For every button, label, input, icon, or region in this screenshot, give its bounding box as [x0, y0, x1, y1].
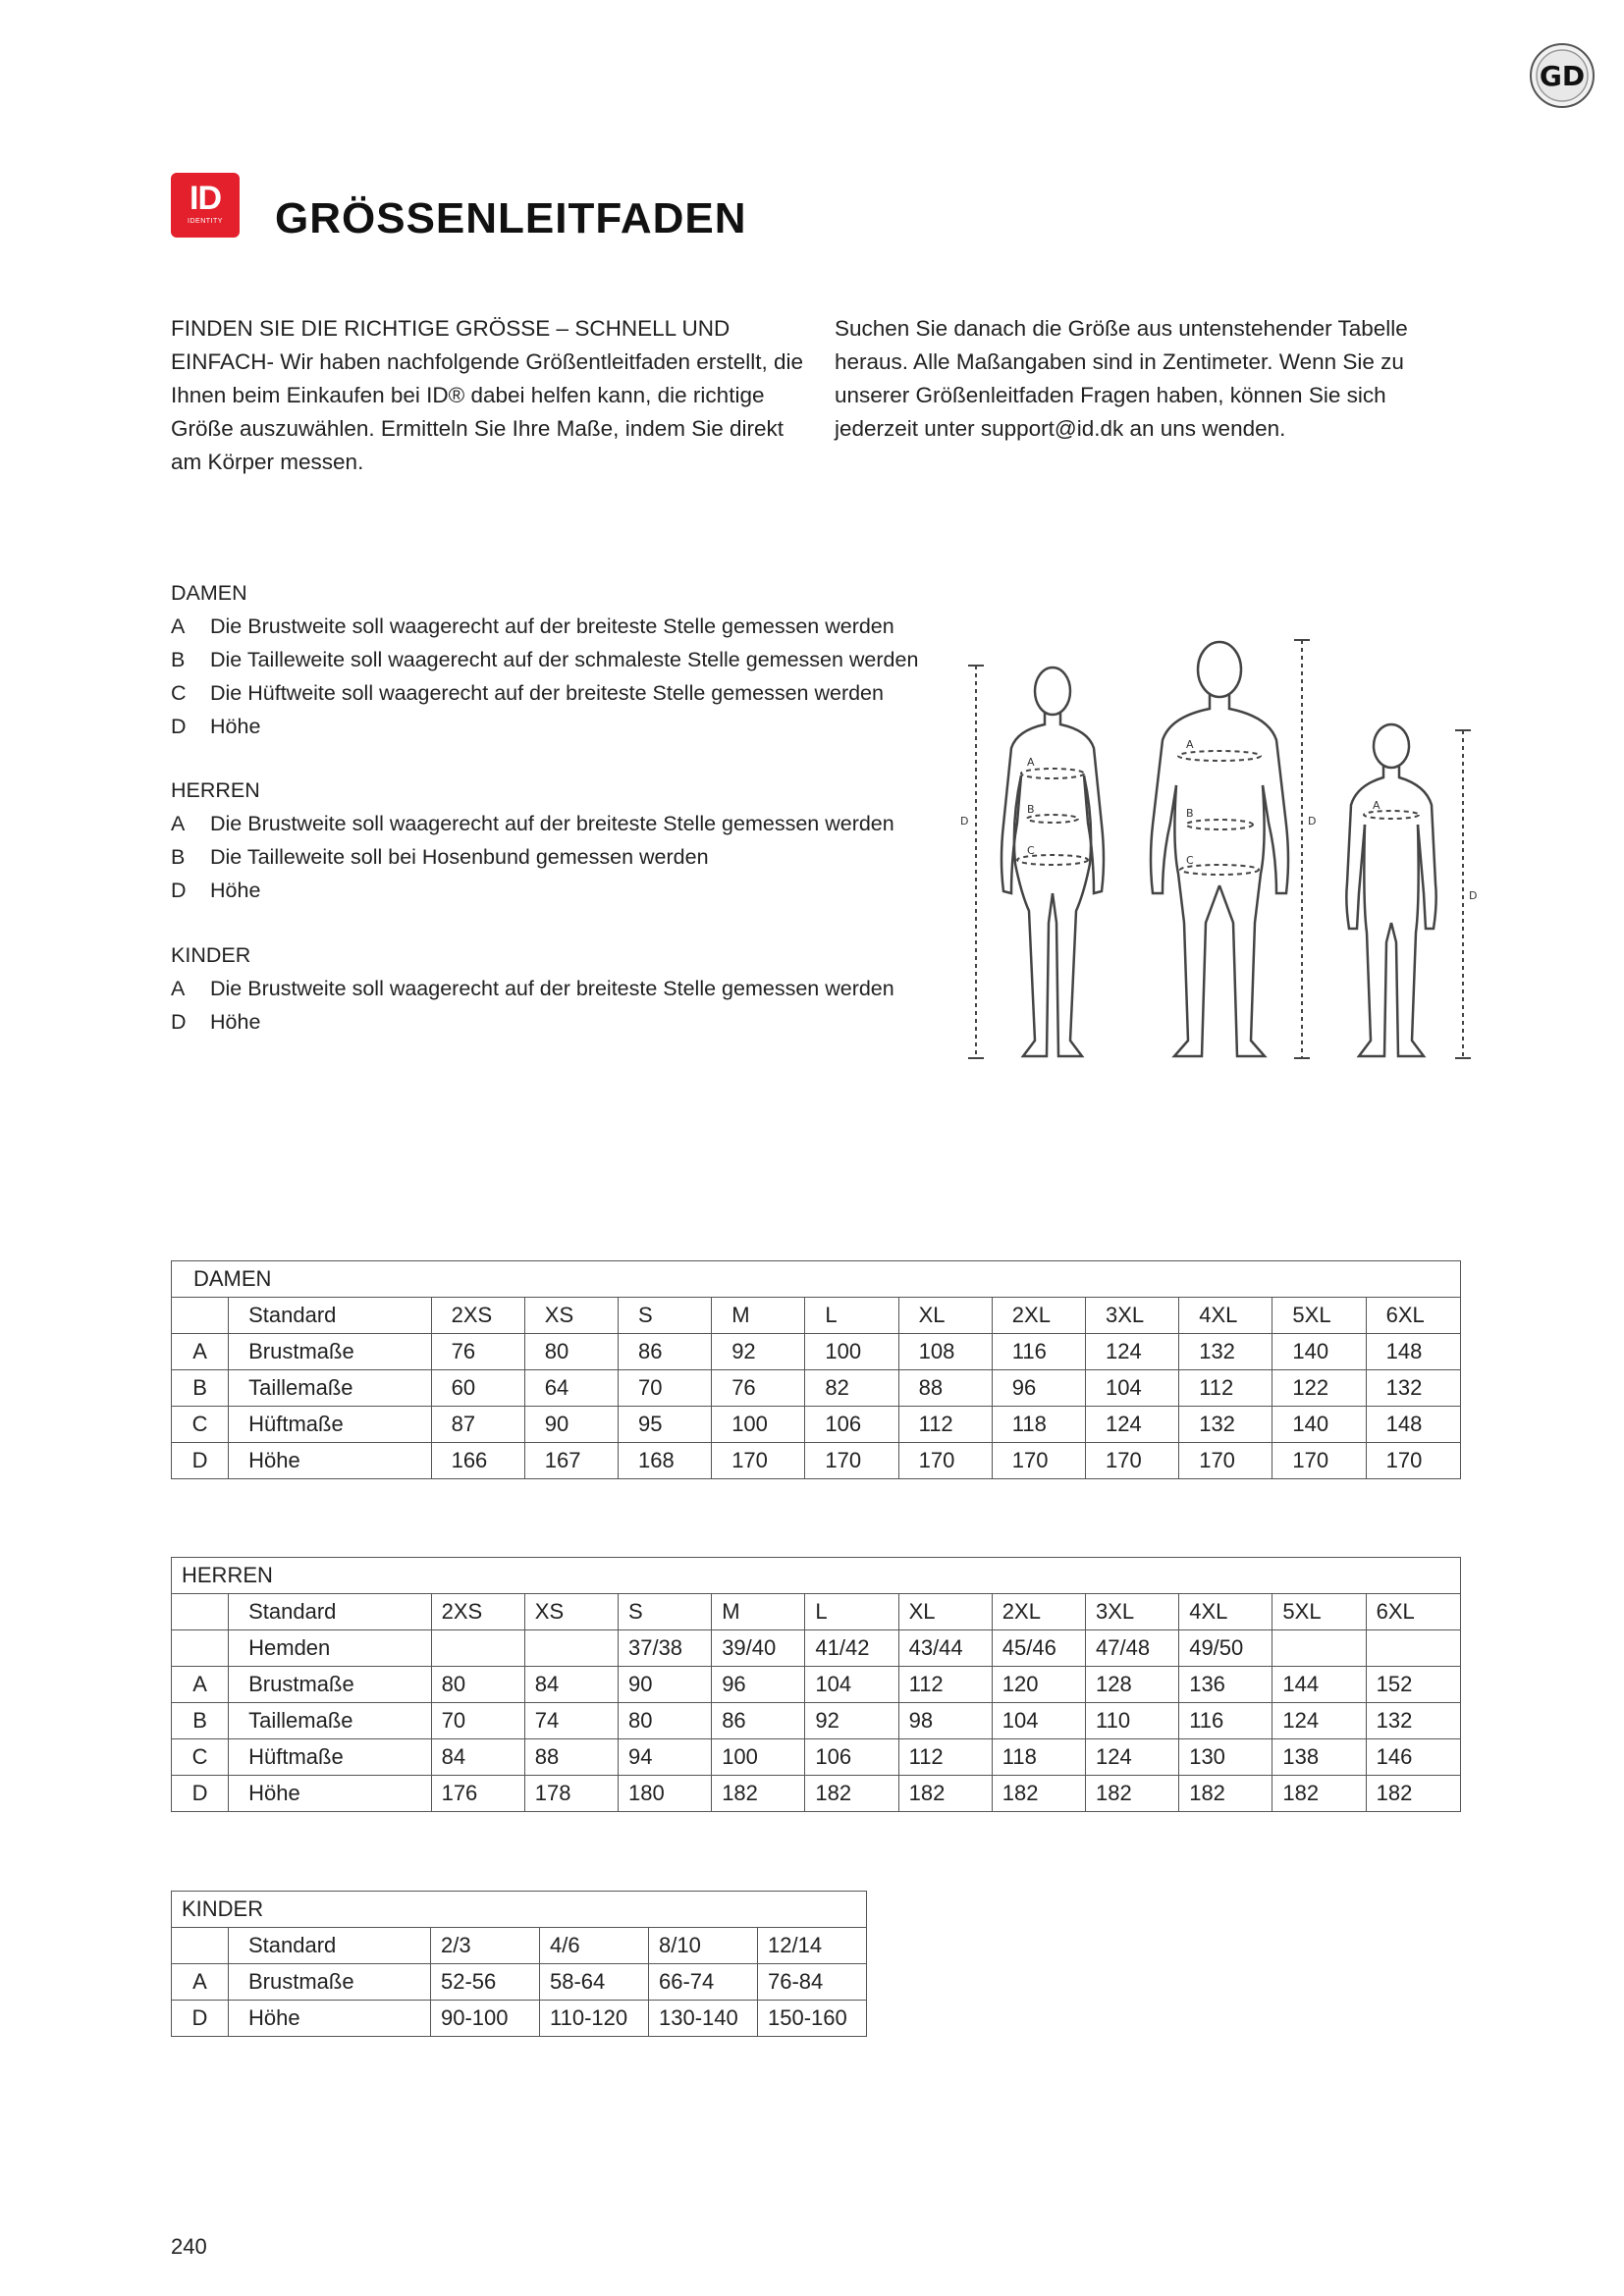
table-cell: 112 [1179, 1370, 1272, 1407]
table-header-row [172, 1594, 1461, 1630]
table-cell: Hüftmaße [229, 1407, 431, 1443]
table-cell: L [805, 1594, 898, 1630]
table-cell: 110 [1086, 1703, 1179, 1739]
table-cell: 167 [524, 1443, 618, 1479]
label-a-man: A [1186, 738, 1194, 751]
label-c-man: C [1186, 854, 1194, 867]
table-cell [172, 1928, 229, 1964]
table-cell: 3XL [1086, 1298, 1179, 1334]
table-cell: B [172, 1703, 229, 1739]
table-cell: 116 [992, 1334, 1085, 1370]
table-cell: 148 [1366, 1334, 1460, 1370]
table-cell: 100 [712, 1739, 805, 1776]
table-cell: 170 [1366, 1443, 1460, 1479]
table-cell: 96 [992, 1370, 1085, 1407]
table-cell: 3XL [1086, 1594, 1179, 1630]
item-letter: C [171, 681, 187, 705]
table-row [172, 1630, 1461, 1667]
table-cell: 182 [898, 1776, 992, 1812]
size-table-kinder [171, 1891, 867, 2037]
section-item [171, 807, 894, 840]
table-cell: 43/44 [898, 1630, 992, 1667]
page-title: GRÖSSENLEITFADEN [275, 194, 747, 242]
table-cell: 176 [431, 1776, 524, 1812]
table-cell: 124 [1086, 1407, 1179, 1443]
brand-logo-subtext: IDENTITY [188, 218, 223, 225]
table-cell: 132 [1179, 1334, 1272, 1370]
table-cell: Höhe [229, 1776, 431, 1812]
table-cell: 130-140 [649, 2001, 758, 2037]
brand-logo-text: ID [189, 180, 221, 217]
table-cell: 182 [805, 1776, 898, 1812]
table-cell [431, 1630, 524, 1667]
table-cell: D [172, 2001, 229, 2037]
corner-logo-icon [1528, 41, 1597, 110]
table-cell: 5XL [1272, 1594, 1366, 1630]
item-text: Höhe [210, 1010, 261, 1034]
table-cell: 182 [1179, 1776, 1272, 1812]
table-row [172, 1739, 1461, 1776]
table-cell: 122 [1272, 1370, 1366, 1407]
brand-logo [171, 173, 240, 238]
table-cell: Standard [229, 1298, 431, 1334]
table-cell: 88 [898, 1370, 992, 1407]
table-cell: M [712, 1594, 805, 1630]
table-cell: XS [524, 1594, 618, 1630]
table-cell: 4XL [1179, 1298, 1272, 1334]
table-cell: Brustmaße [229, 1667, 431, 1703]
table-cell: 66-74 [649, 1964, 758, 2001]
table-cell [1272, 1630, 1366, 1667]
table-title: KINDER [172, 1892, 867, 1928]
section-title: DAMEN [171, 581, 247, 605]
intro-right-paragraph: Suchen Sie danach die Größe aus untenstehender Tabelle heraus. Alle Maßangaben sind in Zentimeter. Wenn Sie zu unserer Größenleitfaden Fragen haben, können Sie sich jederzeit unter support@id.dk an uns wenden. [835, 316, 1408, 441]
table-cell: 106 [805, 1739, 898, 1776]
table-cell: 76 [712, 1370, 805, 1407]
table-cell [172, 1594, 229, 1630]
table-cell: 124 [1086, 1334, 1179, 1370]
table-cell: 110-120 [540, 2001, 649, 2037]
table-cell: 140 [1272, 1334, 1366, 1370]
item-text: Die Brustweite soll waagerecht auf der breiteste Stelle gemessen werden [210, 614, 894, 638]
table-cell: 170 [1272, 1443, 1366, 1479]
item-letter: B [171, 845, 186, 869]
table-cell: A [172, 1964, 229, 2001]
table-cell: 106 [805, 1407, 898, 1443]
table-cell: Höhe [229, 1443, 431, 1479]
table-cell: 170 [1086, 1443, 1179, 1479]
table-cell: 2XS [431, 1594, 524, 1630]
table-cell: D [172, 1443, 229, 1479]
table-cell: 150-160 [758, 2001, 867, 2037]
table-header-row [172, 1298, 1461, 1334]
table-cell: 140 [1272, 1407, 1366, 1443]
table-cell: 170 [805, 1443, 898, 1479]
table-row [172, 1964, 867, 2001]
table-cell: 132 [1366, 1703, 1460, 1739]
table-cell: 136 [1179, 1667, 1272, 1703]
item-letter: B [171, 648, 186, 671]
table-cell: 6XL [1366, 1298, 1460, 1334]
table-cell: 108 [898, 1334, 992, 1370]
table-cell: 12/14 [758, 1928, 867, 1964]
table-cell: 74 [524, 1703, 618, 1739]
label-d-woman: D [960, 815, 969, 828]
table-cell: 152 [1366, 1667, 1460, 1703]
table-cell: 120 [992, 1667, 1085, 1703]
table-row [172, 1667, 1461, 1703]
item-letter: A [171, 812, 186, 835]
table-cell: 58-64 [540, 1964, 649, 2001]
section-title: HERREN [171, 778, 260, 802]
table-cell: 2XL [992, 1298, 1085, 1334]
table-cell: 92 [805, 1703, 898, 1739]
table-cell: 170 [898, 1443, 992, 1479]
body-measurement-illustration [952, 628, 1483, 1070]
table-cell: 112 [898, 1407, 992, 1443]
table-cell: M [712, 1298, 805, 1334]
child-measure-lines [1364, 811, 1419, 819]
table-cell: 64 [524, 1370, 618, 1407]
item-letter: A [171, 614, 186, 638]
table-cell: 170 [992, 1443, 1085, 1479]
table-cell: 132 [1179, 1407, 1272, 1443]
table-cell: 138 [1272, 1739, 1366, 1776]
table-cell: C [172, 1739, 229, 1776]
table-cell: 76-84 [758, 1964, 867, 2001]
table-row [172, 1443, 1461, 1479]
table-cell: S [618, 1594, 711, 1630]
item-text: Höhe [210, 879, 261, 902]
table-cell: 86 [618, 1334, 711, 1370]
item-text: Die Hüftweite soll waagerecht auf der breiteste Stelle gemessen werden [210, 681, 884, 705]
table-cell: 70 [618, 1370, 711, 1407]
table-row [172, 2001, 867, 2037]
section-item [171, 972, 894, 1005]
table-cell: 70 [431, 1703, 524, 1739]
table-cell: 182 [992, 1776, 1085, 1812]
table-cell: L [805, 1298, 898, 1334]
table-cell [172, 1298, 229, 1334]
item-letter: D [171, 879, 187, 902]
table-cell: 148 [1366, 1407, 1460, 1443]
table-cell: 84 [524, 1667, 618, 1703]
table-cell: 124 [1086, 1739, 1179, 1776]
table-cell: 86 [712, 1703, 805, 1739]
table-cell: Standard [229, 1928, 431, 1964]
section-item [171, 676, 918, 710]
size-table-herren [171, 1557, 1461, 1812]
table-cell: 132 [1366, 1370, 1460, 1407]
table-cell: 8/10 [649, 1928, 758, 1964]
label-d-man: D [1308, 815, 1317, 828]
section-kinder [171, 938, 894, 1039]
table-cell: 2XL [992, 1594, 1085, 1630]
section-item [171, 610, 918, 643]
intro-left-paragraph: FINDEN SIE DIE RICHTIGE GRÖSSE – SCHNELL UND EINFACH- Wir haben nachfolgende Größentleitfaden erstellt, die Ihnen beim Einkaufen bei ID® dabei helfen kann, die richtige Größe auszuwählen. Ermitteln Sie Ihre Maße, indem Sie direkt am Körper messen. [171, 316, 804, 474]
table-row [172, 1370, 1461, 1407]
table-cell: 104 [805, 1667, 898, 1703]
section-item [171, 710, 918, 743]
table-cell: 100 [805, 1334, 898, 1370]
table-cell: 90-100 [431, 2001, 540, 2037]
table-cell [172, 1630, 229, 1667]
table-cell: 170 [1179, 1443, 1272, 1479]
table-cell: 170 [712, 1443, 805, 1479]
table-cell: Taillemaße [229, 1370, 431, 1407]
item-text: Die Brustweite soll waagerecht auf der breiteste Stelle gemessen werden [210, 977, 894, 1000]
table-cell: 87 [431, 1407, 524, 1443]
table-cell: 112 [898, 1667, 992, 1703]
table-cell: 112 [898, 1739, 992, 1776]
table-cell: 124 [1272, 1703, 1366, 1739]
item-text: Die Tailleweite soll waagerecht auf der schmaleste Stelle gemessen werden [210, 648, 919, 671]
table-cell: 39/40 [712, 1630, 805, 1667]
label-c-woman: C [1027, 844, 1035, 857]
man-figure [1151, 642, 1288, 1056]
section-damen [171, 576, 918, 743]
table-cell: Taillemaße [229, 1703, 431, 1739]
table-cell: 92 [712, 1334, 805, 1370]
table-cell: 95 [618, 1407, 711, 1443]
item-text: Die Tailleweite soll bei Hosenbund gemessen werden [210, 845, 709, 869]
table-cell: 49/50 [1179, 1630, 1272, 1667]
table-cell: 5XL [1272, 1298, 1366, 1334]
table-cell: 52-56 [431, 1964, 540, 2001]
table-cell: 180 [618, 1776, 711, 1812]
table-cell: 2XS [431, 1298, 524, 1334]
table-cell: 80 [524, 1334, 618, 1370]
table-cell: 116 [1179, 1703, 1272, 1739]
section-item [171, 874, 894, 907]
table-cell: 84 [431, 1739, 524, 1776]
table-cell: 118 [992, 1739, 1085, 1776]
section-item [171, 840, 894, 874]
table-cell: 96 [712, 1667, 805, 1703]
table-cell: 47/48 [1086, 1630, 1179, 1667]
item-letter: D [171, 1010, 187, 1034]
item-text: Höhe [210, 715, 261, 738]
table-cell: 90 [524, 1407, 618, 1443]
table-cell: Brustmaße [229, 1964, 431, 2001]
table-cell [1366, 1630, 1460, 1667]
table-row [172, 1776, 1461, 1812]
table-cell: 144 [1272, 1667, 1366, 1703]
table-cell: Hemden [229, 1630, 431, 1667]
table-cell: B [172, 1370, 229, 1407]
table-row [172, 1703, 1461, 1739]
table-cell: A [172, 1667, 229, 1703]
table-cell: 130 [1179, 1739, 1272, 1776]
table-cell: Brustmaße [229, 1334, 431, 1370]
table-cell: A [172, 1334, 229, 1370]
section-herren [171, 774, 894, 907]
table-cell: 94 [618, 1739, 711, 1776]
table-cell: 2/3 [431, 1928, 540, 1964]
table-cell: 80 [618, 1703, 711, 1739]
table-cell: C [172, 1407, 229, 1443]
table-cell: 104 [1086, 1370, 1179, 1407]
section-item [171, 1005, 894, 1039]
table-cell: 166 [431, 1443, 524, 1479]
table-cell: 178 [524, 1776, 618, 1812]
corner-logo-text: GD [1539, 60, 1586, 92]
table-cell: 182 [1086, 1776, 1179, 1812]
table-cell [524, 1630, 618, 1667]
label-a-woman: A [1027, 756, 1035, 769]
section-item [171, 643, 918, 676]
table-cell: XS [524, 1298, 618, 1334]
table-cell: Hüftmaße [229, 1739, 431, 1776]
table-cell: 100 [712, 1407, 805, 1443]
table-cell: Standard [229, 1594, 431, 1630]
table-cell: 182 [712, 1776, 805, 1812]
table-cell: 60 [431, 1370, 524, 1407]
table-cell: 168 [618, 1443, 711, 1479]
table-cell: 146 [1366, 1739, 1460, 1776]
label-a-child: A [1373, 799, 1380, 812]
table-cell: Höhe [229, 2001, 431, 2037]
table-cell: 6XL [1366, 1594, 1460, 1630]
table-cell: 45/46 [992, 1630, 1085, 1667]
table-title: DAMEN [172, 1261, 1461, 1298]
page-number: 240 [171, 2234, 207, 2259]
table-cell: 128 [1086, 1667, 1179, 1703]
table-cell: 4/6 [540, 1928, 649, 1964]
table-cell: D [172, 1776, 229, 1812]
label-b-man: B [1186, 807, 1194, 820]
table-cell: 41/42 [805, 1630, 898, 1667]
table-cell: 37/38 [618, 1630, 711, 1667]
table-cell: XL [898, 1594, 992, 1630]
table-header-row [172, 1928, 867, 1964]
woman-figure [1001, 667, 1104, 1056]
table-cell: 118 [992, 1407, 1085, 1443]
table-cell: 4XL [1179, 1594, 1272, 1630]
table-cell: 76 [431, 1334, 524, 1370]
table-cell: 88 [524, 1739, 618, 1776]
table-cell: 90 [618, 1667, 711, 1703]
table-row [172, 1334, 1461, 1370]
size-table-damen [171, 1260, 1461, 1479]
table-cell: 80 [431, 1667, 524, 1703]
item-text: Die Brustweite soll waagerecht auf der breiteste Stelle gemessen werden [210, 812, 894, 835]
table-cell: XL [898, 1298, 992, 1334]
label-d-child: D [1469, 889, 1478, 902]
table-row [172, 1407, 1461, 1443]
label-b-woman: B [1027, 803, 1035, 816]
table-cell: 182 [1366, 1776, 1460, 1812]
table-cell: 182 [1272, 1776, 1366, 1812]
item-letter: A [171, 977, 186, 1000]
table-cell: 98 [898, 1703, 992, 1739]
table-cell: 82 [805, 1370, 898, 1407]
child-figure [1346, 724, 1435, 1056]
table-title: HERREN [172, 1558, 1461, 1594]
table-cell: S [618, 1298, 711, 1334]
item-letter: D [171, 715, 187, 738]
table-cell: 104 [992, 1703, 1085, 1739]
section-title: KINDER [171, 943, 251, 967]
